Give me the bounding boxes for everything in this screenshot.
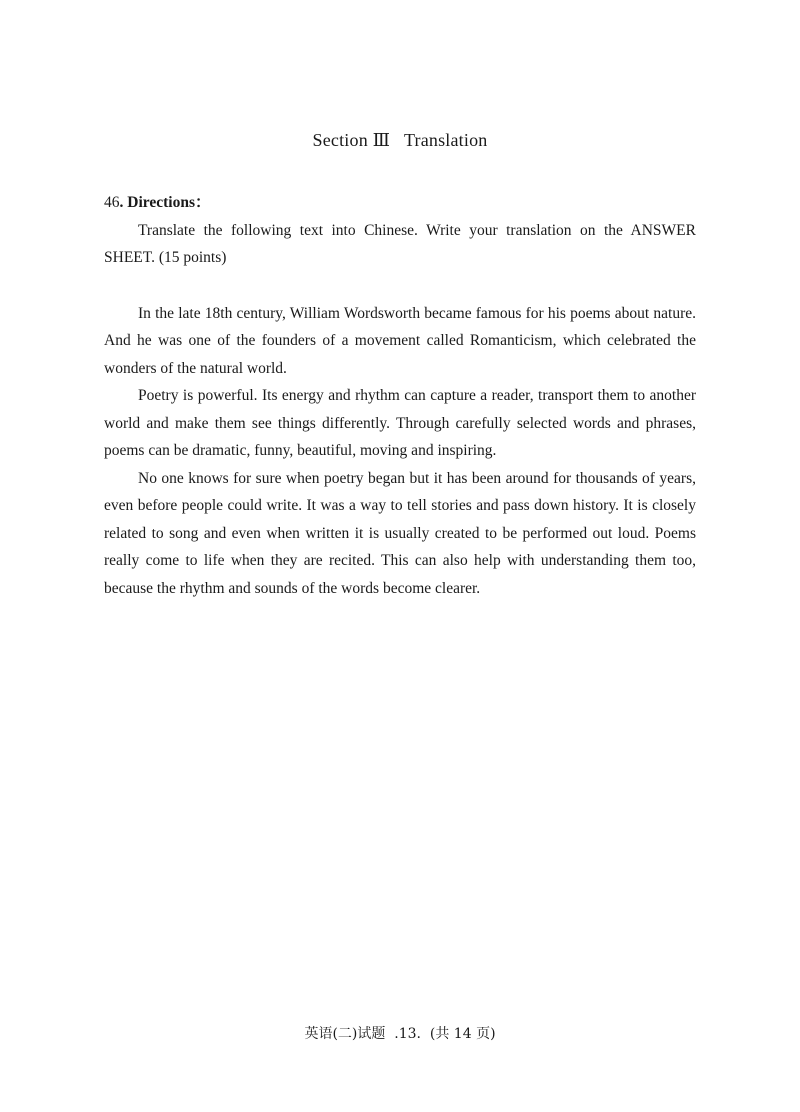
passage-paragraph-2: Poetry is powerful. Its energy and rhythm can capture a reader, transport them to another world and make them see things differently. Through carefully selected words and phrases, poems can be dramatic, funny, beautiful, moving and inspiring.	[104, 387, 696, 459]
directions-label: . Directions	[119, 194, 195, 211]
translation-question	[104, 189, 696, 602]
section-title: Section Ⅲ Translation	[312, 130, 488, 150]
directions-colon: ：	[194, 194, 211, 211]
question-number: 46	[104, 194, 120, 211]
directions-heading	[104, 189, 696, 217]
passage-paragraph-1: In the late 18th century, William Wordsworth became famous for his poems about nature. And he was one of the founders of a movement called Romanticism, which celebrated the wonders of the natural world.	[104, 304, 696, 377]
spacer	[104, 272, 696, 300]
directions-instructions: Translate the following text into Chinese. Write your translation on the ANSWER SHEET. (15 points)	[104, 221, 696, 266]
passage-paragraph-3: No one knows for sure when poetry began but it has been around for thousands of years, even before people could write. It was a way to tell stories and pass down history. It is closely related to song and even when written it is usually created to be performed out loud. Poems really come to life when they are recited. This can also help with understanding them too, because the rhythm and sounds of the words become clearer.	[104, 469, 696, 597]
page-footer: 英语(二)试题 .13. (共 14 页)	[304, 1026, 496, 1042]
